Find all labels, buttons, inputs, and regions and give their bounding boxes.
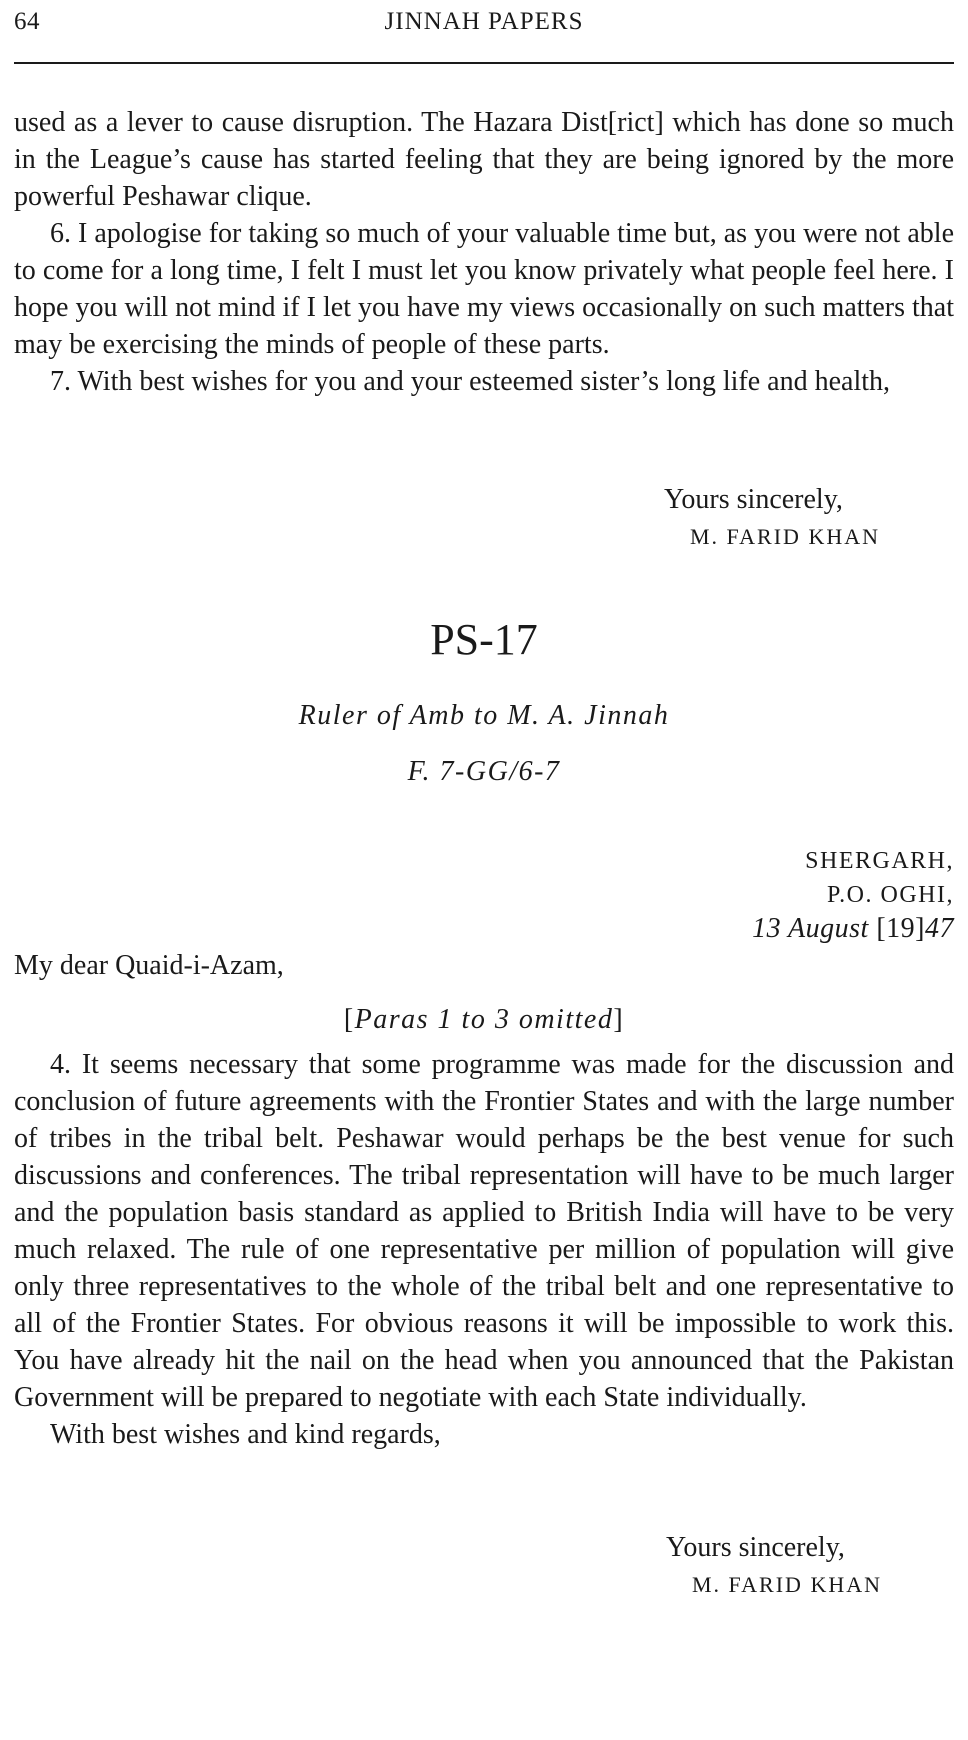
paragraph: 6. I apologise for taking so much of your valuable time but, as you were not able to come for a long time, I felt I must let you know privately what people feel here. I hope you will not mind if I let you have my views occasionally on such matters that may be exercising the minds of people of these parts. — [14, 218, 954, 360]
address-line: P.O. OGHI, — [826, 882, 954, 908]
date-year-bracket: [19] — [876, 913, 925, 944]
paragraph: used as a lever to cause disruption. The Hazara Dist[rict] which has done so much in the League’s cause has started feeling that they are being ignored by the more powerful Peshawar clique. — [14, 107, 954, 212]
signature: M. FARID KHAN — [690, 524, 880, 549]
page-header — [14, 8, 954, 48]
letter-date — [752, 912, 954, 946]
previous-letter-body — [14, 104, 954, 400]
paragraph: 4. It seems necessary that some programme was made for the discussion and conclusion of future agreements with the Frontier States and with the large number of tribes in the tribal belt. Peshawar would perhaps be the best venue for such discussions and conferences. The tribal representation will have to be much larger and the population basis standard as applied to British India will have to be very much relaxed. The rule of one representative per million of population will give only three representatives to the whole of the tribal belt and one representative to all of the Frontier States. For obvious reasons it will be impossible to work this. You have already hit the nail on the head when you announced that the Pakistan Government will be prepared to negotiate with each State individually. — [14, 1049, 954, 1413]
document-id: PS-17 — [430, 615, 538, 664]
document-subtitle: Ruler of Amb to M. A. Jinnah — [298, 700, 670, 731]
page-number: 64 — [14, 8, 40, 35]
closing: Yours sincerely, — [666, 1532, 845, 1563]
omitted-bracket-open: [ — [343, 1004, 355, 1035]
salutation: My dear Quaid-i-Azam, — [14, 950, 284, 981]
paragraph: 7. With best wishes for you and your esteemed sister’s long life and health, — [50, 366, 890, 397]
running-title: JINNAH PAPERS — [384, 8, 584, 35]
file-reference: F. 7-GG/6-7 — [407, 756, 561, 787]
address-line: SHERGARH, — [805, 848, 954, 874]
header-rule — [14, 62, 954, 64]
letter-body — [14, 1046, 954, 1453]
paragraph: With best wishes and kind regards, — [50, 1419, 441, 1450]
closing: Yours sincerely, — [664, 484, 843, 515]
omitted-bracket-close: ] — [613, 1004, 625, 1035]
signature: M. FARID KHAN — [692, 1572, 882, 1597]
date-year-suffix: 47 — [925, 913, 954, 944]
date-day-month: 13 August — [752, 913, 869, 944]
omitted-note — [0, 1004, 968, 1036]
omitted-text: Paras 1 to 3 omitted — [354, 1004, 614, 1035]
sender-address — [752, 844, 954, 946]
